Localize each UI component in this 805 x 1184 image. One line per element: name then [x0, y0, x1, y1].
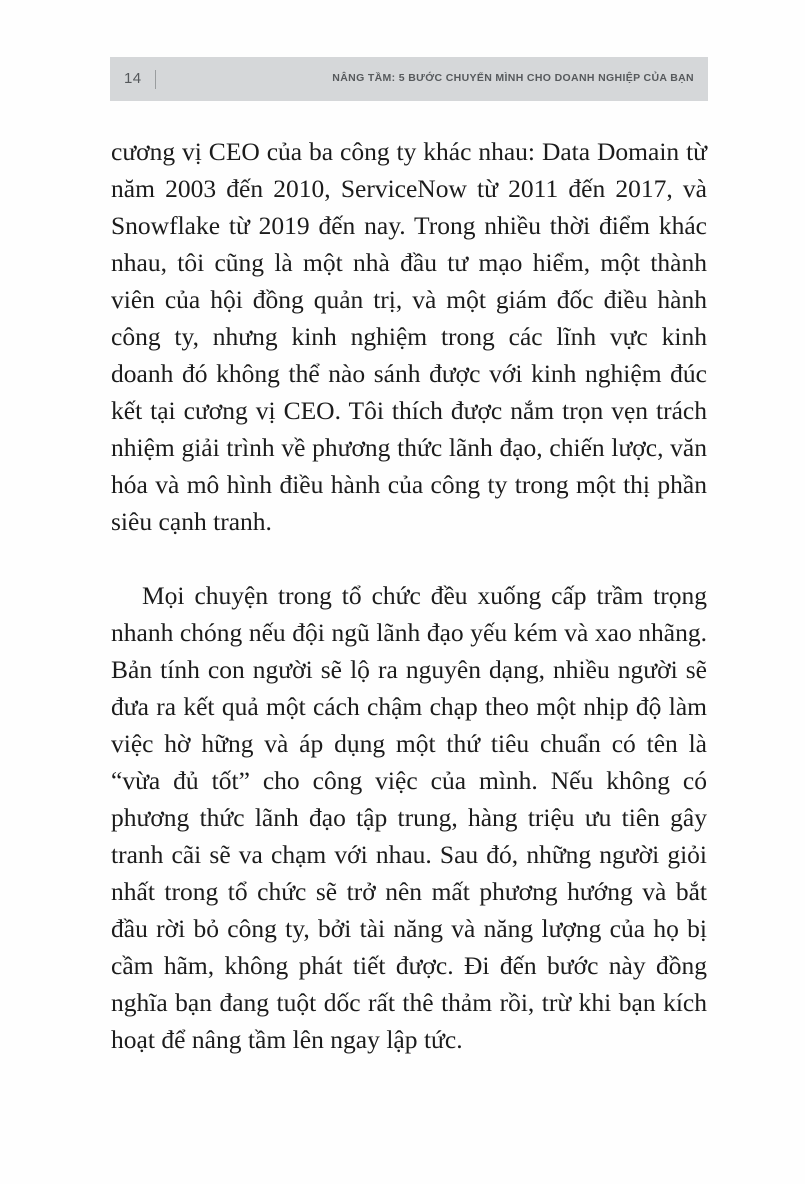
running-head-title: NÂNG TẦM: 5 BƯỚC CHUYỂN MÌNH CHO DOANH NGHIỆP CỦA BẠN — [332, 72, 694, 85]
folio-separator-rule — [155, 70, 156, 89]
body-text-column — [111, 133, 707, 1058]
paragraph-second: Mọi chuyện trong tổ chức đều xuống cấp trầm trọng nhanh chóng nếu đội ngũ lãnh đạo yếu kém và xao nhãng. Bản tính con người sẽ lộ ra nguyên dạng, nhiều người sẽ đưa ra kết quả một cách chậm chạp theo một nhịp độ làm việc hờ hững và áp dụng một thứ tiêu chuẩn có tên là “vừa đủ tốt” cho công việc của mình. Nếu không có phương thức lãnh đạo tập trung, hàng triệu ưu tiên gây tranh cãi sẽ va chạm với nhau. Sau đó, những người giỏi nhất trong tổ chức sẽ trở nên mất phương hướng và bắt đầu rời bỏ công ty, bởi tài năng và năng lượng của họ bị cầm hãm, không phát tiết được. Đi đến bước này đồng nghĩa bạn đang tuột dốc rất thê thảm rồi, trừ khi bạn kích hoạt để nâng tầm lên ngay lập tức. — [111, 581, 707, 1054]
paragraph-continued: cương vị CEO của ba công ty khác nhau: Data Domain từ năm 2003 đến 2010, ServiceNow từ 2011 đến 2017, và Snowflake từ 2019 đến nay. Trong nhiều thời điểm khác nhau, tôi cũng là một nhà đầu tư mạo hiểm, một thành viên của hội đồng quản trị, và một giám đốc điều hành công ty, nhưng kinh nghiệm trong các lĩnh vực kinh doanh đó không thể nào sánh được với kinh nghiệm đúc kết tại cương vị CEO. Tôi thích được nắm trọn vẹn trách nhiệm giải trình về phương thức lãnh đạo, chiến lược, văn hóa và mô hình điều hành của công ty trong một thị phần siêu cạnh tranh. — [111, 137, 707, 536]
running-header — [110, 57, 708, 101]
page-number: 14 — [124, 70, 142, 87]
